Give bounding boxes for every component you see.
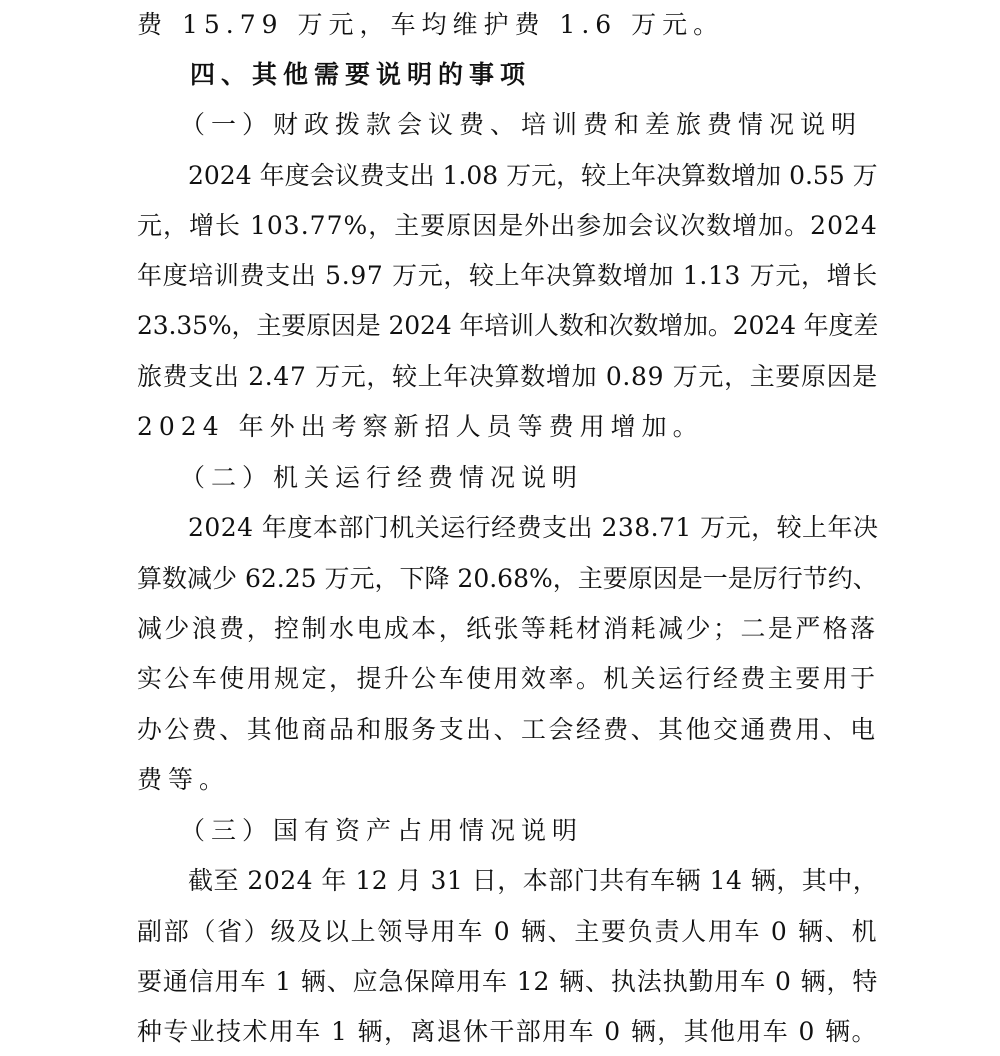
text-line-15: 办公费、其他商品和服务支出、工会经费、其他交通费用、电 [137, 715, 878, 744]
text-line-9: 2024 年外出考察新招人员等费用增加。 [137, 412, 704, 441]
text-line-8: 旅费支出 2.47 万元，较上年决算数增加 0.89 万元，主要原因是 [137, 362, 878, 391]
section-heading-4: 四、其他需要说明的事项 [190, 60, 532, 89]
subsection-heading-1: （一）财政拨款会议费、培训费和差旅费情况说明 [180, 110, 863, 139]
subsection-heading-3: （三）国有资产占用情况说明 [180, 816, 584, 845]
subsection-heading-2: （二）机关运行经费情况说明 [180, 463, 584, 492]
text-line-16: 费等。 [137, 765, 231, 794]
text-line-6: 年度培训费支出 5.97 万元，较上年决算数增加 1.13 万元，增长 [137, 261, 878, 290]
text-line-20: 要通信用车 1 辆、应急保障用车 12 辆、执法执勤用车 0 辆，特 [137, 967, 879, 996]
text-line-7: 23.35%，主要原因是 2024 年培训人数和次数增加。2024 年度差 [137, 311, 879, 340]
text-line-5: 元，增长 103.77%，主要原因是外出参加会议次数增加。2024 [137, 211, 878, 240]
text-line-4: 2024 年度会议费支出 1.08 万元，较上年决算数增加 0.55 万 [188, 161, 878, 190]
text-line-13: 减少浪费，控制水电成本，纸张等耗材消耗减少；二是严格落 [137, 614, 878, 643]
text-line-21: 种专业技术用车 1 辆，离退休干部用车 0 辆，其他用车 0 辆。 [137, 1017, 878, 1046]
text-line-1: 费 15.79 万元，车均维护费 1.6 万元。 [137, 10, 725, 39]
text-line-18: 截至 2024 年 12 月 31 日，本部门共有车辆 14 辆，其中， [188, 866, 879, 895]
text-line-14: 实公车使用规定，提升公车使用效率。机关运行经费主要用于 [137, 664, 878, 693]
text-line-19: 副部（省）级及以上领导用车 0 辆、主要负责人用车 0 辆、机 [137, 917, 879, 946]
text-line-12: 算数减少 62.25 万元，下降 20.68%，主要原因是一是厉行节约、 [137, 564, 878, 593]
text-line-11: 2024 年度本部门机关运行经费支出 238.71 万元，较上年决 [188, 513, 879, 542]
